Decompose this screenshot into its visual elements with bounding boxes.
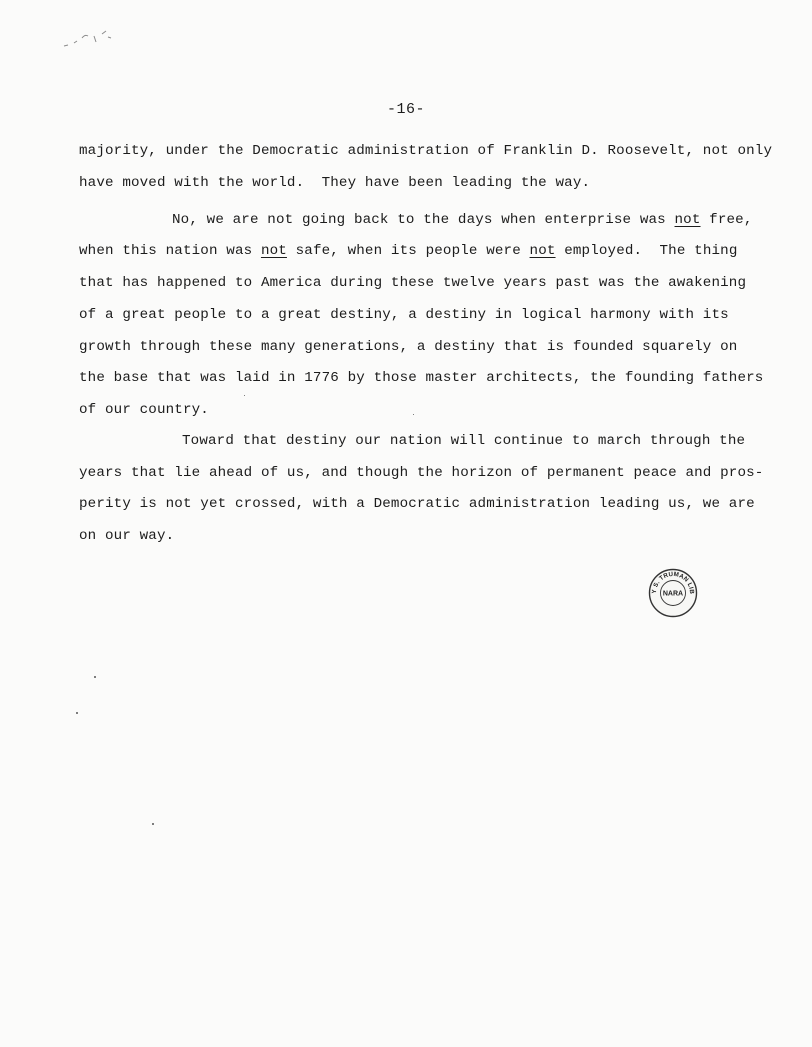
underlined-word: not (529, 243, 556, 259)
text-line: Toward that destiny our nation will continue to march through the (182, 433, 746, 449)
paper-speck (413, 414, 414, 415)
underlined-word: not (674, 212, 701, 228)
text-line: of a great people to a great destiny, a destiny in logical harmony with its (79, 307, 729, 323)
text-line: growth through these many generations, a destiny that is founded squarely on (79, 339, 738, 355)
library-stamp (648, 568, 698, 618)
text-segment: free, (700, 212, 753, 228)
stamp-center-text: NARA (662, 590, 684, 598)
text-segment: when this nation was (79, 243, 261, 259)
paper-speck (94, 676, 96, 678)
text-line: perity is not yet crossed, with a Democratic administration leading us, we are (79, 496, 755, 512)
text-line (79, 243, 738, 259)
text-line: on our way. (79, 528, 175, 544)
text-segment: No, we are not going back to the days when enterprise was (172, 212, 675, 228)
text-line: majority, under the Democratic administration of Franklin D. Roosevelt, not only (79, 143, 773, 159)
text-line: the base that was laid in 1776 by those master architects, the founding fathers (79, 370, 764, 386)
text-line: years that lie ahead of us, and though the horizon of permanent peace and pros- (79, 465, 764, 481)
paper-speck (152, 823, 154, 825)
stamp-top-text: Y S. TRUMAN LIB (650, 570, 696, 595)
text-line: that has happened to America during these twelve years past was the awakening (79, 275, 747, 291)
underlined-word: not (260, 243, 287, 259)
page-number: -16- (386, 101, 425, 118)
text-line (172, 212, 753, 228)
text-segment: safe, when its people were (286, 243, 530, 259)
paper-speck (76, 712, 78, 714)
paper-speck (244, 395, 245, 396)
corner-marks (58, 28, 122, 54)
text-line: have moved with the world. They have been leading the way. (79, 175, 591, 191)
text-segment: employed. The thing (555, 243, 738, 259)
text-line: of our country. (79, 402, 209, 418)
